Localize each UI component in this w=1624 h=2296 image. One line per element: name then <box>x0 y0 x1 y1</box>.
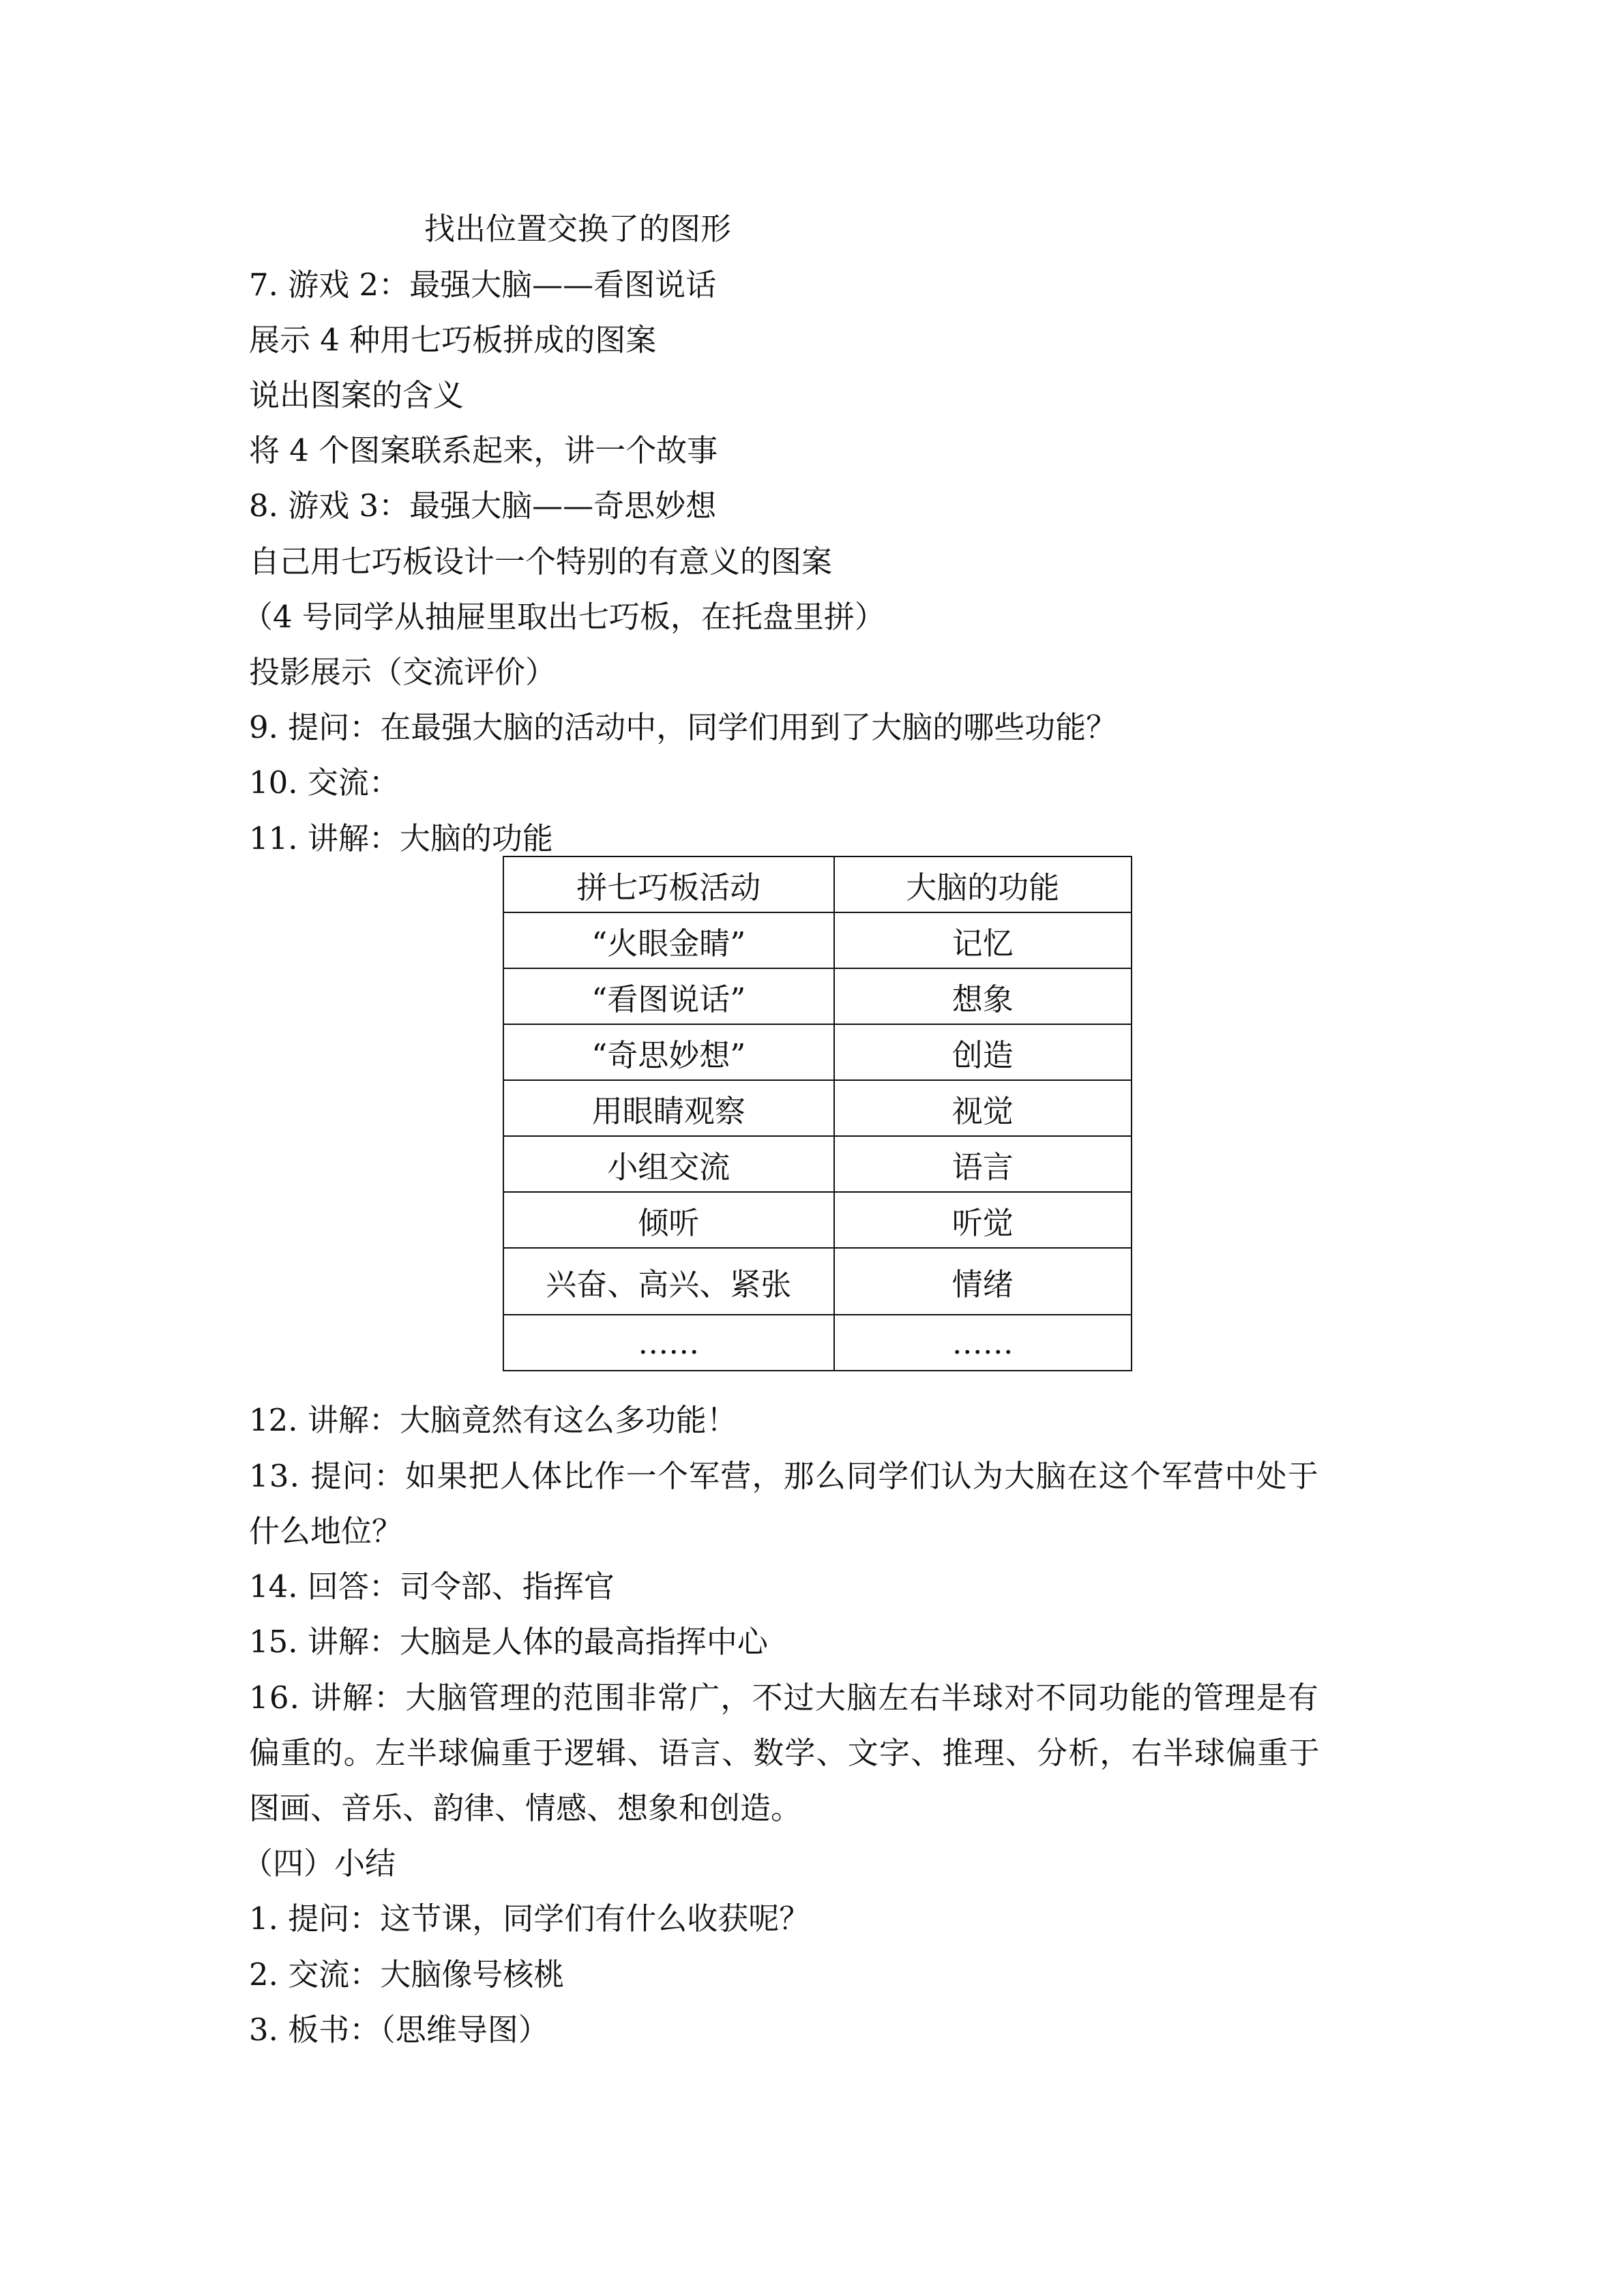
table-cell: 倾听 <box>503 1192 834 1248</box>
table-row <box>503 1024 1132 1080</box>
text-line: 说出图案的含义 <box>249 377 464 413</box>
table-row <box>503 1136 1132 1192</box>
text-line: 14. 回答：司令部、指挥官 <box>249 1568 615 1605</box>
table-header-cell: 拼七巧板活动 <box>503 856 834 912</box>
text-line: 9. 提问：在最强大脑的活动中，同学们用到了大脑的哪些功能？ <box>249 709 1117 745</box>
table-cell: “看图说话” <box>503 968 834 1024</box>
text-line: 展示 4 种用七巧板拼成的图案 <box>249 322 657 358</box>
table-cell: 想象 <box>834 968 1132 1024</box>
text-line: 图画、音乐、韵律、情感、想象和创造。 <box>249 1790 802 1826</box>
text-line: 13. 提问：如果把人体比作一个军营，那么同学们认为大脑在这个军营中处于 <box>249 1458 1320 1494</box>
table-cell: 用眼睛观察 <box>503 1080 834 1136</box>
section-heading: （四）小结 <box>242 1845 396 1881</box>
text-line: 12. 讲解：大脑竟然有这么多功能！ <box>249 1402 737 1438</box>
text-line: 1. 提问：这节课，同学们有什么收获呢？ <box>249 1900 810 1937</box>
table-cell: 兴奋、高兴、紧张 <box>503 1248 834 1315</box>
table-header-row <box>503 856 1132 912</box>
table-header-cell: 大脑的功能 <box>834 856 1132 912</box>
text-line: 10. 交流： <box>249 764 400 801</box>
text-line: 3. 板书：（思维导图） <box>249 2012 549 2048</box>
table-cell: “火眼金睛” <box>503 912 834 968</box>
table-cell: …… <box>503 1315 834 1371</box>
table-row <box>503 912 1132 968</box>
text-line: 15. 讲解：大脑是人体的最高指挥中心 <box>249 1624 768 1660</box>
table-cell: …… <box>834 1315 1132 1371</box>
table-cell: 视觉 <box>834 1080 1132 1136</box>
text-line: （4 号同学从抽屉里取出七巧板，在托盘里拼） <box>242 599 885 635</box>
table-row <box>503 1192 1132 1248</box>
table-row <box>503 1080 1132 1136</box>
text-line: 什么地位？ <box>249 1513 403 1549</box>
text-line: 找出位置交换了的图形 <box>424 211 732 247</box>
table-cell: “奇思妙想” <box>503 1024 834 1080</box>
table-cell: 情绪 <box>834 1248 1132 1315</box>
table-cell: 创造 <box>834 1024 1132 1080</box>
table-row <box>503 1315 1132 1371</box>
table-cell: 听觉 <box>834 1192 1132 1248</box>
table-row <box>503 968 1132 1024</box>
text-line: 将 4 个图案联系起来，讲一个故事 <box>249 432 718 468</box>
text-line: 8. 游戏 3：最强大脑——奇思妙想 <box>249 488 717 524</box>
text-line: 11. 讲解：大脑的功能 <box>249 820 553 856</box>
text-line: 16. 讲解：大脑管理的范围非常广，不过大脑左右半球对不同功能的管理是有 <box>249 1680 1320 1716</box>
text-line: 2. 交流：大脑像号核桃 <box>249 1956 565 1993</box>
table-cell: 语言 <box>834 1136 1132 1192</box>
table-cell: 记忆 <box>834 912 1132 968</box>
text-line: 投影展示（交流评价） <box>249 654 557 690</box>
brain-function-table <box>503 856 1132 1371</box>
table-row <box>503 1248 1132 1315</box>
text-line: 自己用七巧板设计一个特别的有意义的图案 <box>249 543 833 580</box>
text-line: 偏重的。左半球偏重于逻辑、语言、数学、文字、推理、分析，右半球偏重于 <box>249 1735 1320 1771</box>
table-cell: 小组交流 <box>503 1136 834 1192</box>
text-line: 7. 游戏 2：最强大脑——看图说话 <box>249 267 717 303</box>
